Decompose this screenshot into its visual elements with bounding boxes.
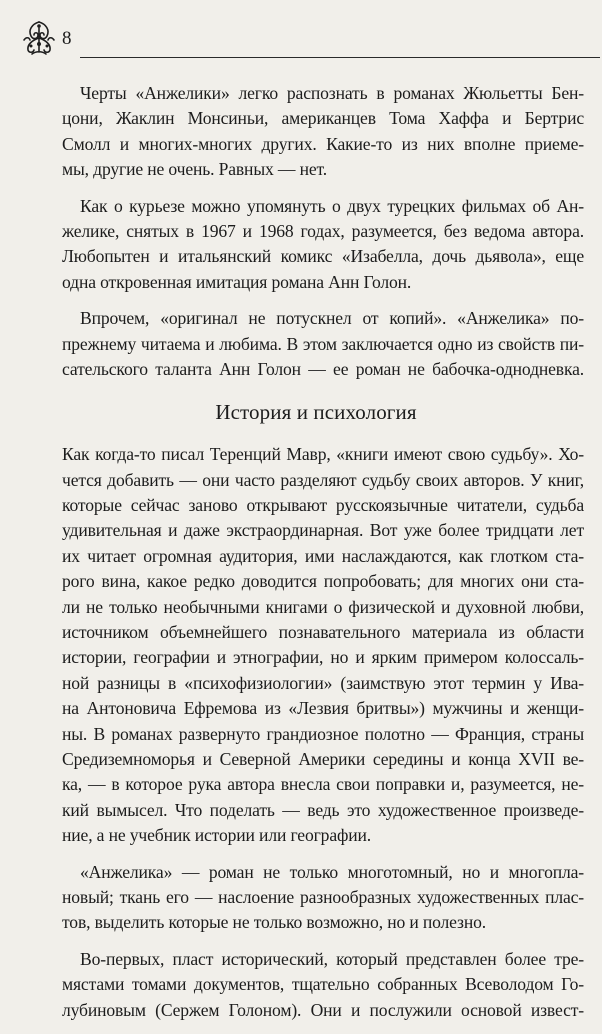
- text-line: Впрочем, «оригинал не потускнел от копий». «Анжелика» по-: [80, 308, 584, 329]
- text-line: ны. В романах развернуто грандиозное полотно — Франция, страны: [62, 723, 584, 744]
- text-line: Черты «Анжелики» легко распознать в романах Жюльетты Бен-: [80, 83, 584, 103]
- text-line: их читает огромная аудитория, ими наслаждаются, как глотком ста-: [62, 545, 584, 566]
- text-line: мястами томами документов, тщательно собранных Всеволодом Го-: [62, 974, 584, 995]
- text-line: тов, выделить которые не только возможно, но и полезно.: [62, 912, 487, 933]
- text-line: Средиземноморья и Северной Америки середины и конца XVII ве-: [62, 748, 584, 769]
- paragraph: [62, 194, 584, 296]
- text-line: Как когда-то писал Теренций Мавр, «книги имеют свою судьбу». Хо-: [62, 444, 584, 465]
- decorative-floral-icon: [20, 18, 58, 56]
- text-line: Как о курьезе можно упомянуть о двух турецких фильмах об Ан-: [80, 195, 584, 216]
- text-line: удивительная и даже экстраординарная. Вот уже более тридцати лет: [62, 520, 584, 541]
- text-line: рого вина, какое редко доводится попробовать; для многих они ста-: [62, 571, 584, 592]
- text-line: новый; ткань его — наслоение разнообразных художественных плас-: [62, 886, 584, 907]
- text-line: Смолл и многих-многих других. Какие-то из них вполне приеме-: [62, 133, 584, 154]
- text-line: мы, другие не очень. Равных — нет.: [62, 159, 327, 180]
- header-rule: [80, 57, 600, 58]
- text-line: ной разницы в «психофизиологии» (заимствую этот термин у Ива-: [62, 672, 584, 693]
- page-header: [20, 16, 586, 68]
- section-heading: История и психология: [215, 400, 417, 425]
- paragraph: [62, 442, 584, 848]
- text-line: Любопытен и итальянский комикс «Изабелла, дочь дьявола», еще: [62, 246, 584, 267]
- text-line: которые сейчас заново открывают русскоязычные читатели, судьба: [62, 495, 584, 516]
- text-line: сательского таланта Анн Голон — ее роман не бабочка-однодневка.: [62, 358, 584, 379]
- text-line: ние, а не учебник истории или географии.: [62, 825, 372, 846]
- text-line: ка, — в которое рука автора внесла свои поправки и, разумеется, не-: [62, 774, 584, 795]
- text-line: цони, Жаклин Монсиньи, американцев Тома Хаффа и Бертрис: [62, 108, 584, 129]
- text-line: лубиновым (Сержем Голоном). Они и послужили основой извест-: [62, 999, 584, 1020]
- text-line: на Антоновича Ефремова из «Лезвия бритвы») мужчины и женщи-: [62, 698, 584, 719]
- text-line: истории, географии и этнографии, но и ярким примером колоссаль-: [62, 647, 584, 668]
- text-line: кий вымысел. Что поделать — ведь это художественное произведе-: [62, 799, 584, 820]
- text-line: ли не только необычными книгами о физической и духовной любви,: [62, 596, 584, 617]
- text-line: Во-первых, пласт исторический, который представлен более тре-: [80, 948, 584, 969]
- page-body: [62, 81, 584, 1034]
- text-line: чется добавить — они часто разделяют судьбу своих авторов. У книг,: [62, 469, 584, 490]
- paragraph: [62, 860, 584, 936]
- text-line: желике, снятых в 1967 и 1968 годах, разумеется, без ведома автора.: [62, 220, 584, 241]
- paragraph: [62, 306, 584, 382]
- text-line: источником объемнейшего познавательного материала из области: [62, 622, 584, 643]
- paragraph: [62, 947, 584, 1023]
- text-line: прежнему читаема и любима. В этом заключается одно из свойств пи-: [62, 333, 584, 354]
- paragraph: [62, 81, 584, 183]
- text-line: одна откровенная имитация романа Анн Голон.: [62, 271, 412, 292]
- page-number: 8: [62, 28, 72, 49]
- text-line: «Анжелика» — роман не только многотомный, но и многопла-: [80, 861, 584, 882]
